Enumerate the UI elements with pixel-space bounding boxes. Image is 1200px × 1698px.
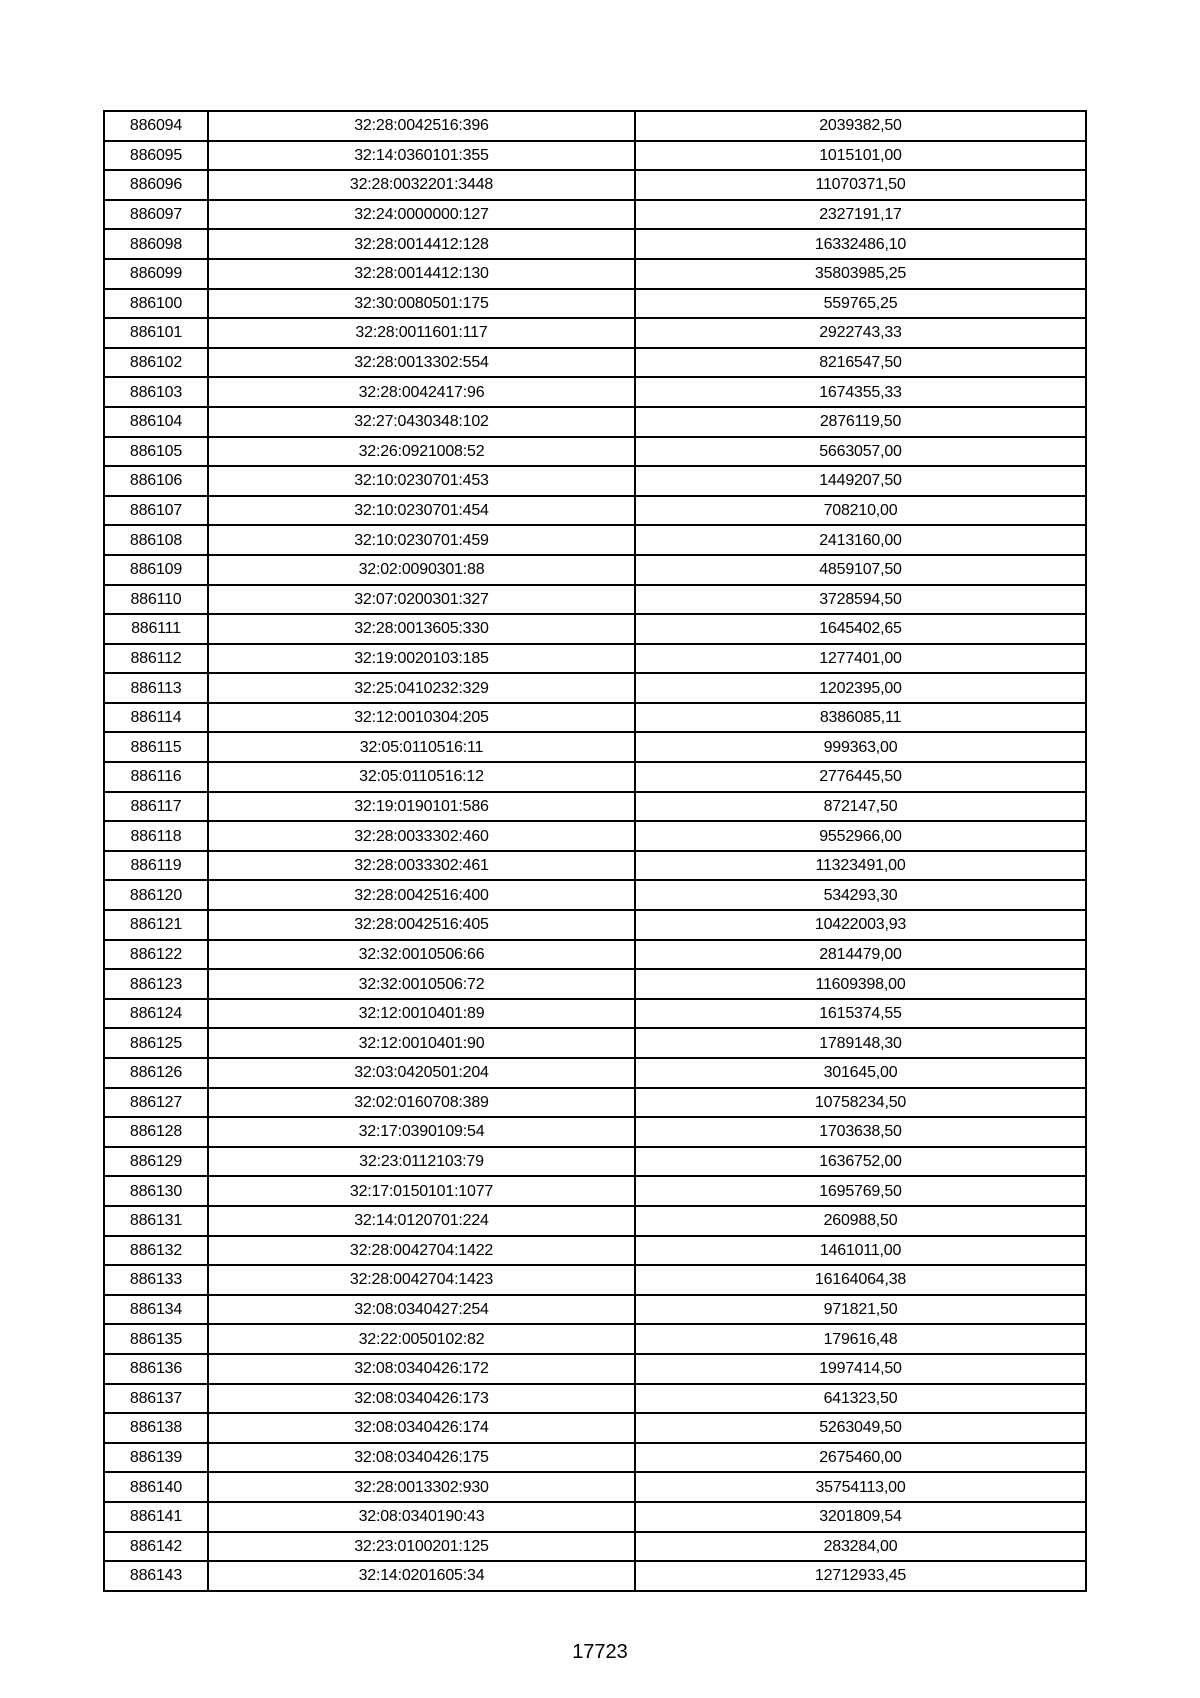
cadastral-number-cell: 32:17:0390109:54: [208, 1117, 635, 1147]
row-number-cell: 886096: [104, 170, 208, 200]
cadastral-value-cell: 1997414,50: [635, 1354, 1086, 1384]
table-body: [104, 111, 1086, 1591]
cadastral-value-cell: 2876119,50: [635, 407, 1086, 437]
cadastral-number-cell: 32:05:0110516:12: [208, 762, 635, 792]
cadastral-value-cell: 2327191,17: [635, 200, 1086, 230]
cadastral-number-cell: 32:26:0921008:52: [208, 437, 635, 467]
table-row: [104, 732, 1086, 762]
cadastral-number-cell: 32:28:0042516:405: [208, 910, 635, 940]
table-row: [104, 1443, 1086, 1473]
cadastral-value-cell: 4859107,50: [635, 555, 1086, 585]
cadastral-value-cell: 534293,30: [635, 880, 1086, 910]
cadastral-value-cell: 3728594,50: [635, 585, 1086, 615]
table-row: [104, 999, 1086, 1029]
row-number-cell: 886097: [104, 200, 208, 230]
table-row: [104, 259, 1086, 289]
table-row: [104, 289, 1086, 319]
row-number-cell: 886131: [104, 1206, 208, 1236]
cadastral-number-cell: 32:28:0033302:461: [208, 851, 635, 881]
table-row: [104, 880, 1086, 910]
row-number-cell: 886138: [104, 1413, 208, 1443]
row-number-cell: 886134: [104, 1295, 208, 1325]
cadastral-number-cell: 32:32:0010506:72: [208, 969, 635, 999]
row-number-cell: 886111: [104, 614, 208, 644]
cadastral-number-cell: 32:17:0150101:1077: [208, 1176, 635, 1206]
row-number-cell: 886132: [104, 1236, 208, 1266]
table-row: [104, 377, 1086, 407]
cadastral-number-cell: 32:32:0010506:66: [208, 940, 635, 970]
row-number-cell: 886109: [104, 555, 208, 585]
cadastral-value-cell: 872147,50: [635, 792, 1086, 822]
row-number-cell: 886136: [104, 1354, 208, 1384]
table-row: [104, 170, 1086, 200]
page-number: 17723: [572, 1641, 628, 1663]
cadastral-value-cell: 1015101,00: [635, 141, 1086, 171]
cadastral-number-cell: 32:08:0340427:254: [208, 1295, 635, 1325]
cadastral-number-cell: 32:10:0230701:454: [208, 496, 635, 526]
table-row: [104, 703, 1086, 733]
cadastral-value-cell: 16332486,10: [635, 229, 1086, 259]
table-row: [104, 940, 1086, 970]
cadastral-value-cell: 8216547,50: [635, 348, 1086, 378]
row-number-cell: 886117: [104, 792, 208, 822]
cadastral-number-cell: 32:08:0340426:173: [208, 1384, 635, 1414]
cadastral-value-cell: 260988,50: [635, 1206, 1086, 1236]
cadastral-number-cell: 32:03:0420501:204: [208, 1058, 635, 1088]
cadastral-value-cell: 641323,50: [635, 1384, 1086, 1414]
cadastral-number-cell: 32:28:0014412:130: [208, 259, 635, 289]
cadastral-value-cell: 5663057,00: [635, 437, 1086, 467]
table-row: [104, 673, 1086, 703]
row-number-cell: 886120: [104, 880, 208, 910]
row-number-cell: 886107: [104, 496, 208, 526]
table-row: [104, 1324, 1086, 1354]
cadastral-number-cell: 32:14:0120701:224: [208, 1206, 635, 1236]
table-row: [104, 1117, 1086, 1147]
table-row: [104, 437, 1086, 467]
row-number-cell: 886101: [104, 318, 208, 348]
table-row: [104, 1028, 1086, 1058]
cadastral-number-cell: 32:10:0230701:453: [208, 466, 635, 496]
table-row: [104, 555, 1086, 585]
row-number-cell: 886119: [104, 851, 208, 881]
table-row: [104, 1147, 1086, 1177]
cadastral-value-cell: 559765,25: [635, 289, 1086, 319]
table-row: [104, 1561, 1086, 1591]
row-number-cell: 886105: [104, 437, 208, 467]
cadastral-number-cell: 32:28:0032201:3448: [208, 170, 635, 200]
table-row: [104, 1206, 1086, 1236]
row-number-cell: 886118: [104, 821, 208, 851]
table-row: [104, 348, 1086, 378]
cadastral-number-cell: 32:05:0110516:11: [208, 732, 635, 762]
table-row: [104, 111, 1086, 141]
cadastral-number-cell: 32:28:0013605:330: [208, 614, 635, 644]
cadastral-value-cell: 1202395,00: [635, 673, 1086, 703]
table-row: [104, 762, 1086, 792]
row-number-cell: 886113: [104, 673, 208, 703]
cadastral-value-cell: 1695769,50: [635, 1176, 1086, 1206]
row-number-cell: 886099: [104, 259, 208, 289]
cadastral-value-cell: 35754113,00: [635, 1472, 1086, 1502]
table-row: [104, 1532, 1086, 1562]
cadastral-number-cell: 32:02:0160708:389: [208, 1088, 635, 1118]
row-number-cell: 886140: [104, 1472, 208, 1502]
cadastral-value-cell: 12712933,45: [635, 1561, 1086, 1591]
row-number-cell: 886100: [104, 289, 208, 319]
table-row: [104, 969, 1086, 999]
cadastral-value-cell: 11323491,00: [635, 851, 1086, 881]
cadastral-value-cell: 1703638,50: [635, 1117, 1086, 1147]
row-number-cell: 886110: [104, 585, 208, 615]
cadastral-number-cell: 32:28:0033302:460: [208, 821, 635, 851]
row-number-cell: 886122: [104, 940, 208, 970]
cadastral-number-cell: 32:23:0112103:79: [208, 1147, 635, 1177]
cadastral-number-cell: 32:27:0430348:102: [208, 407, 635, 437]
table-row: [104, 1088, 1086, 1118]
cadastral-number-cell: 32:24:0000000:127: [208, 200, 635, 230]
cadastral-value-cell: 2039382,50: [635, 111, 1086, 141]
cadastral-number-cell: 32:02:0090301:88: [208, 555, 635, 585]
cadastral-value-cell: 1636752,00: [635, 1147, 1086, 1177]
row-number-cell: 886095: [104, 141, 208, 171]
cadastral-value-cell: 10758234,50: [635, 1088, 1086, 1118]
cadastral-value-cell: 9552966,00: [635, 821, 1086, 851]
table-row: [104, 792, 1086, 822]
cadastral-value-cell: 971821,50: [635, 1295, 1086, 1325]
cadastral-number-cell: 32:25:0410232:329: [208, 673, 635, 703]
row-number-cell: 886106: [104, 466, 208, 496]
cadastral-value-cell: 5263049,50: [635, 1413, 1086, 1443]
table-row: [104, 614, 1086, 644]
row-number-cell: 886137: [104, 1384, 208, 1414]
cadastral-value-cell: 999363,00: [635, 732, 1086, 762]
table-row: [104, 318, 1086, 348]
table-row: [104, 229, 1086, 259]
cadastral-value-cell: 1277401,00: [635, 644, 1086, 674]
cadastral-value-cell: 283284,00: [635, 1532, 1086, 1562]
table-row: [104, 496, 1086, 526]
row-number-cell: 886126: [104, 1058, 208, 1088]
table-row: [104, 1354, 1086, 1384]
row-number-cell: 886125: [104, 1028, 208, 1058]
table-row: [104, 1265, 1086, 1295]
row-number-cell: 886124: [104, 999, 208, 1029]
row-number-cell: 886104: [104, 407, 208, 437]
table-row: [104, 851, 1086, 881]
row-number-cell: 886135: [104, 1324, 208, 1354]
cadastral-number-cell: 32:19:0020103:185: [208, 644, 635, 674]
table-row: [104, 1176, 1086, 1206]
row-number-cell: 886141: [104, 1502, 208, 1532]
table-row: [104, 141, 1086, 171]
table-row: [104, 466, 1086, 496]
cadastral-value-cell: 2776445,50: [635, 762, 1086, 792]
table-row: [104, 644, 1086, 674]
table-row: [104, 1384, 1086, 1414]
cadastral-number-cell: 32:22:0050102:82: [208, 1324, 635, 1354]
cadastral-number-cell: 32:14:0201605:34: [208, 1561, 635, 1591]
cadastral-value-cell: 1449207,50: [635, 466, 1086, 496]
table-row: [104, 1502, 1086, 1532]
cadastral-value-cell: 2814479,00: [635, 940, 1086, 970]
cadastral-value-cell: 2922743,33: [635, 318, 1086, 348]
table-row: [104, 821, 1086, 851]
cadastral-number-cell: 32:30:0080501:175: [208, 289, 635, 319]
table-row: [104, 585, 1086, 615]
row-number-cell: 886115: [104, 732, 208, 762]
cadastral-value-cell: 16164064,38: [635, 1265, 1086, 1295]
cadastral-number-cell: 32:28:0042516:396: [208, 111, 635, 141]
row-number-cell: 886121: [104, 910, 208, 940]
row-number-cell: 886127: [104, 1088, 208, 1118]
cadastral-value-cell: 1615374,55: [635, 999, 1086, 1029]
cadastral-value-cell: 2675460,00: [635, 1443, 1086, 1473]
row-number-cell: 886142: [104, 1532, 208, 1562]
row-number-cell: 886102: [104, 348, 208, 378]
table-row: [104, 200, 1086, 230]
cadastral-number-cell: 32:28:0014412:128: [208, 229, 635, 259]
cadastral-number-cell: 32:08:0340426:175: [208, 1443, 635, 1473]
row-number-cell: 886108: [104, 525, 208, 555]
row-number-cell: 886112: [104, 644, 208, 674]
row-number-cell: 886116: [104, 762, 208, 792]
row-number-cell: 886094: [104, 111, 208, 141]
cadastral-value-cell: 11609398,00: [635, 969, 1086, 999]
table-row: [104, 1472, 1086, 1502]
row-number-cell: 886098: [104, 229, 208, 259]
cadastral-value-cell: 708210,00: [635, 496, 1086, 526]
table-row: [104, 1236, 1086, 1266]
cadastral-value-cell: 10422003,93: [635, 910, 1086, 940]
cadastral-number-cell: 32:10:0230701:459: [208, 525, 635, 555]
cadastral-number-cell: 32:19:0190101:586: [208, 792, 635, 822]
cadastral-number-cell: 32:08:0340190:43: [208, 1502, 635, 1532]
cadastral-value-cell: 1789148,30: [635, 1028, 1086, 1058]
row-number-cell: 886139: [104, 1443, 208, 1473]
row-number-cell: 886114: [104, 703, 208, 733]
row-number-cell: 886128: [104, 1117, 208, 1147]
cadastral-value-table: [103, 110, 1087, 1592]
cadastral-number-cell: 32:08:0340426:174: [208, 1413, 635, 1443]
table-row: [104, 1295, 1086, 1325]
cadastral-number-cell: 32:23:0100201:125: [208, 1532, 635, 1562]
cadastral-number-cell: 32:14:0360101:355: [208, 141, 635, 171]
table-row: [104, 525, 1086, 555]
cadastral-value-cell: 11070371,50: [635, 170, 1086, 200]
cadastral-number-cell: 32:28:0042704:1422: [208, 1236, 635, 1266]
row-number-cell: 886129: [104, 1147, 208, 1177]
cadastral-value-cell: 2413160,00: [635, 525, 1086, 555]
cadastral-value-cell: 1461011,00: [635, 1236, 1086, 1266]
cadastral-value-cell: 3201809,54: [635, 1502, 1086, 1532]
cadastral-value-cell: 1674355,33: [635, 377, 1086, 407]
row-number-cell: 886130: [104, 1176, 208, 1206]
cadastral-number-cell: 32:28:0042417:96: [208, 377, 635, 407]
cadastral-number-cell: 32:28:0042704:1423: [208, 1265, 635, 1295]
cadastral-number-cell: 32:12:0010401:90: [208, 1028, 635, 1058]
cadastral-number-cell: 32:07:0200301:327: [208, 585, 635, 615]
cadastral-number-cell: 32:28:0042516:400: [208, 880, 635, 910]
cadastral-value-cell: 179616,48: [635, 1324, 1086, 1354]
cadastral-value-cell: 301645,00: [635, 1058, 1086, 1088]
cadastral-value-cell: 1645402,65: [635, 614, 1086, 644]
cadastral-number-cell: 32:12:0010401:89: [208, 999, 635, 1029]
row-number-cell: 886103: [104, 377, 208, 407]
table-row: [104, 910, 1086, 940]
cadastral-number-cell: 32:08:0340426:172: [208, 1354, 635, 1384]
cadastral-number-cell: 32:12:0010304:205: [208, 703, 635, 733]
table-row: [104, 1058, 1086, 1088]
row-number-cell: 886143: [104, 1561, 208, 1591]
cadastral-number-cell: 32:28:0013302:930: [208, 1472, 635, 1502]
cadastral-number-cell: 32:28:0013302:554: [208, 348, 635, 378]
table-row: [104, 1413, 1086, 1443]
row-number-cell: 886123: [104, 969, 208, 999]
table-row: [104, 407, 1086, 437]
row-number-cell: 886133: [104, 1265, 208, 1295]
cadastral-value-cell: 35803985,25: [635, 259, 1086, 289]
cadastral-value-cell: 8386085,11: [635, 703, 1086, 733]
cadastral-number-cell: 32:28:0011601:117: [208, 318, 635, 348]
